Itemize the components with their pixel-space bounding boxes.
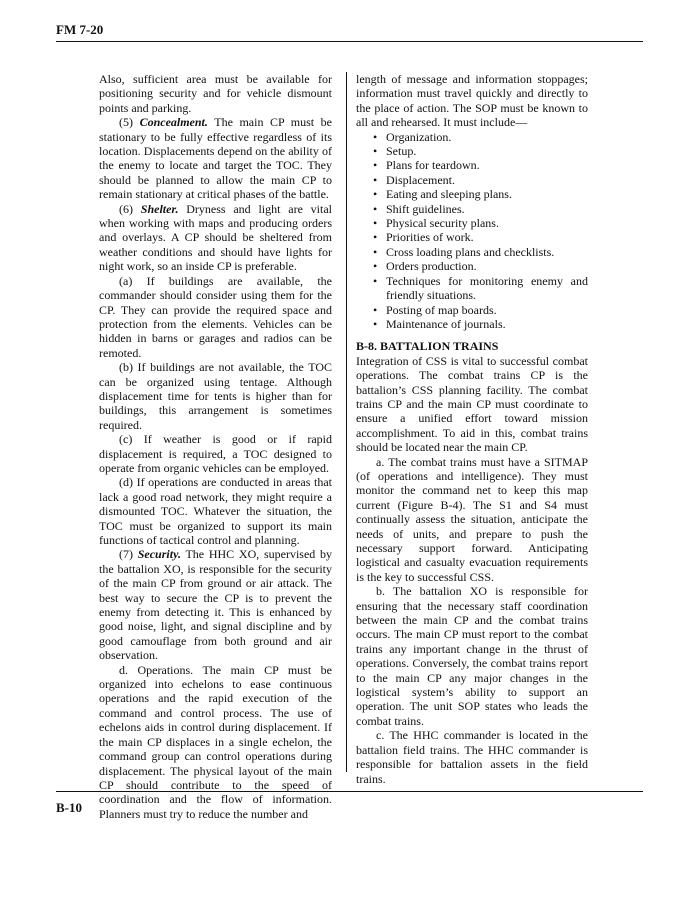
item-heading: Concealment. bbox=[139, 115, 208, 130]
paragraph-concealment bbox=[99, 115, 332, 201]
item-heading: Security. bbox=[137, 547, 181, 562]
document-id: FM 7-20 bbox=[56, 22, 104, 37]
paragraph: Integration of CSS is vital to successful combat operations. The combat trains CP is the battalion’s CSS planning facility. The combat trains CP and the main CP must coordinate to ensure a unified effort toward mission accomplishment. To aid in this, combat trains should be located near the main CP. bbox=[356, 353, 588, 455]
page-number: B-10 bbox=[56, 800, 82, 815]
paragraph: d. Operations. The main CP must be organized into echelons to ease continuous operations and the rapid execution of the command and control process. The use of echelons aids in control during displacement. If the main CP displaces in a single echelon, the command group can control operations during displacement. The physical layout of the main CP should contribute to the speed of coordination and the flow of information. Planners must try to reduce the number and bbox=[99, 662, 332, 821]
item-text: The HHC XO, supervised by the battalion XO, is responsible for the security of the main CP from ground or air attack. The best way to secure the CP is to prevent the enemy from detecting it. This is enhanced by good noise, light, and signal discipline and by good camouflage from both ground and air observation. bbox=[99, 547, 333, 663]
column-divider bbox=[346, 72, 347, 772]
paragraph: length of message and information stoppages; information must travel quickly and directly to the place of action. The SOP must be known to all and rehearsed. It must include— bbox=[356, 72, 588, 130]
item-text: The main CP must be stationary to be fully effective regardless of its location. Displacements depend on the ability of the enemy to locate and target the TOC. They should be planned to allow the main CP to remain stationary at critical phases of the battle. bbox=[99, 115, 333, 202]
paragraph: a. The combat trains must have a SITMAP (of operations and intelligence). They must monitor the command net to keep this map current (Figure B-4). The S1 and S4 must continually assess the situation, anticipate the needs of units, and prepare to push the necessary support forward. Anticipating logistical and casualty evacuation requirements is the key to successful CSS. bbox=[356, 454, 588, 584]
list-item: • Setup. bbox=[356, 144, 588, 158]
item-number: (5) bbox=[119, 115, 133, 130]
paragraph: (d) If operations are conducted in areas that lack a good road network, they might require a dismounted TOC. Whatever the situation, the TOC must be organized to support its main functions of tactical control and planning. bbox=[99, 475, 332, 547]
list-item: • Maintenance of journals. bbox=[356, 317, 588, 331]
list-item: • Physical security plans. bbox=[356, 216, 588, 230]
list-item: • Orders production. bbox=[356, 259, 588, 273]
item-heading: Shelter. bbox=[140, 201, 179, 216]
list-item: • Priorities of work. bbox=[356, 230, 588, 244]
sop-bullet-list bbox=[356, 130, 588, 332]
list-item: • Posting of map boards. bbox=[356, 303, 588, 317]
list-item: • Plans for teardown. bbox=[356, 158, 588, 172]
paragraph-shelter bbox=[99, 202, 332, 274]
paragraph: (b) If buildings are not available, the TOC can be organized using tentage. Although displacement time for tents is higher than for buildings, this arrangement is sometimes required. bbox=[99, 360, 332, 432]
item-number: (6) bbox=[119, 201, 133, 216]
list-item: • Displacement. bbox=[356, 173, 588, 187]
list-item: • Organization. bbox=[356, 130, 588, 144]
right-column bbox=[356, 72, 588, 786]
paragraph: (a) If buildings are available, the commander should consider using them for the CP. They can provide the required space and protection from the elements. Vehicles can be hidden in barns or garages and radios can be remoted. bbox=[99, 273, 332, 360]
paragraph: b. The battalion XO is responsible for ensuring that the necessary staff coordination between the main CP and the combat trains occurs. The main CP must report to the combat trains any important change in the thrust of operations. Conversely, the combat trains report to the main CP any major changes in the logistical system’s ability to support an operation. The unit SOP states who leads the combat trains. bbox=[356, 584, 588, 728]
left-column bbox=[99, 72, 332, 821]
header-rule bbox=[56, 41, 643, 42]
section-heading: B-8. BATTALION TRAINS bbox=[356, 339, 499, 354]
item-number: (7) bbox=[119, 547, 133, 562]
list-item: • Cross loading plans and checklists. bbox=[356, 245, 588, 259]
paragraph-security bbox=[99, 547, 332, 662]
paragraph: Also, sufficient area must be available for positioning security and for vehicle dismount points and parking. bbox=[99, 72, 332, 115]
item-text: Dryness and light are vital when working with maps and producing orders and overlays. A CP should be sheltered from weather conditions and should have lights for night work, so an inside CP is preferable. bbox=[99, 201, 332, 274]
paragraph: (c) If weather is good or if rapid displacement is required, a TOC designed to operate from organic vehicles can be employed. bbox=[99, 432, 332, 475]
paragraph: c. The HHC commander is located in the battalion field trains. The HHC commander is responsible for battalion assets in the field trains. bbox=[356, 728, 588, 786]
list-item: • Eating and sleeping plans. bbox=[356, 187, 588, 201]
list-item: • Shift guidelines. bbox=[356, 202, 588, 216]
list-item: • Techniques for monitoring enemy and friendly situations. bbox=[356, 274, 588, 303]
footer-rule bbox=[56, 791, 643, 792]
